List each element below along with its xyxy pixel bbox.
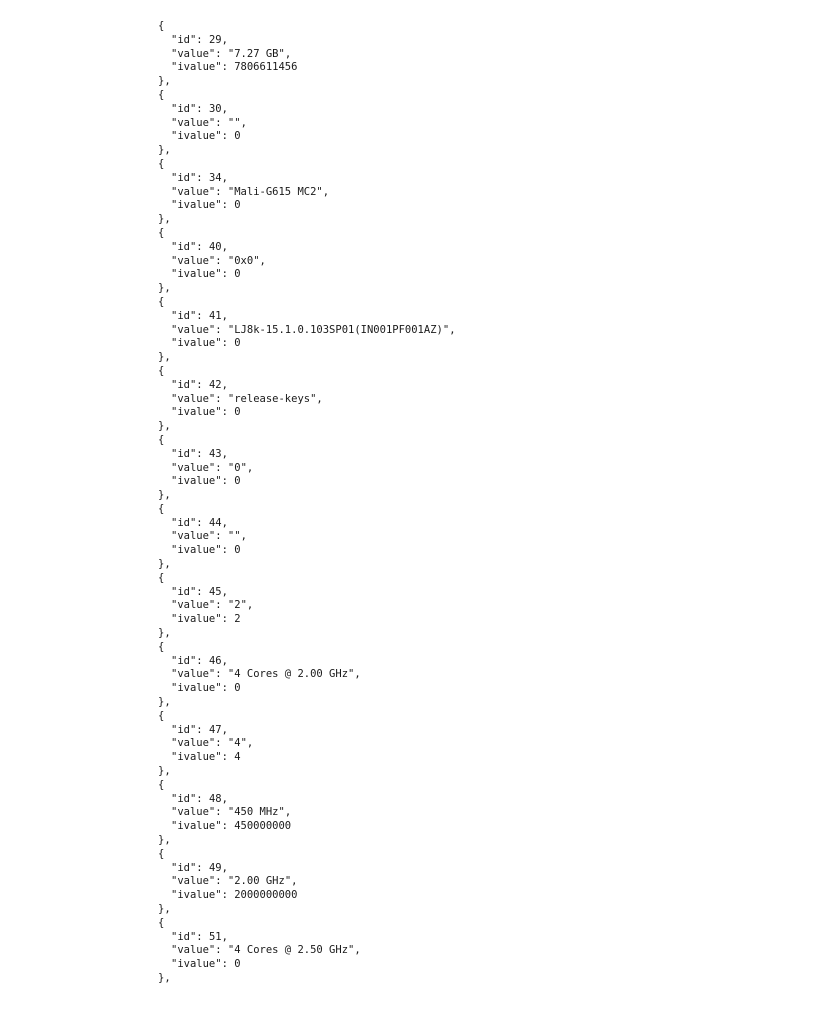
json-field-value: "value": "0x0",: [171, 254, 266, 267]
json-field-id: "id": 43,: [171, 447, 228, 460]
json-field-value: "value": "LJ8k-15.1.0.103SP01(IN001PF001AZ)",: [171, 323, 456, 336]
json-value-ivalue: 0: [234, 406, 241, 419]
json-key: "id":: [171, 585, 209, 598]
json-key: "ivalue":: [171, 406, 235, 419]
json-field-ivalue: [158, 613, 456, 627]
json-value-ivalue: 0: [234, 682, 241, 695]
json-value-id: 51: [208, 930, 222, 943]
open-brace: {: [158, 295, 165, 308]
json-field-value: "value": "4",: [171, 737, 254, 750]
json-field-value: "value": "0",: [171, 461, 254, 474]
json-field-id: "id": 40,: [171, 240, 228, 253]
json-field-id: "id": 44,: [171, 516, 228, 529]
open-brace: {: [158, 778, 165, 791]
json-field-ivalue: [158, 475, 456, 489]
json-value-id: 41: [208, 309, 222, 322]
json-field-id: "id": 41,: [171, 309, 228, 322]
json-value-ivalue: 0: [234, 268, 241, 281]
json-key: "value":: [171, 944, 228, 957]
json-value-value: 4 Cores @ 2.50 GHz: [234, 944, 349, 957]
json-value-ivalue: 0: [234, 337, 241, 350]
json-value-id: 46: [208, 654, 222, 667]
json-field-ivalue: [158, 130, 456, 144]
json-key: "ivalue":: [171, 337, 235, 350]
json-value-value: 0x0: [234, 254, 254, 267]
json-value-ivalue: 0: [234, 475, 241, 488]
json-key: "ivalue":: [171, 613, 235, 626]
json-key: "value":: [171, 185, 228, 198]
json-value-ivalue: 2: [234, 613, 241, 626]
json-field-value: "value": "450 MHz",: [171, 806, 292, 819]
json-field-ivalue: [158, 682, 456, 696]
json-key: "id":: [171, 171, 209, 184]
json-value-id: 30: [208, 102, 222, 115]
json-object: [158, 779, 456, 848]
json-value-value: 0: [234, 461, 241, 474]
close-brace: },: [158, 765, 171, 778]
json-field-id: "id": 49,: [171, 861, 228, 874]
json-field-value: "value": "2",: [171, 599, 254, 612]
json-field-value: "value": "7.27 GB",: [171, 47, 292, 60]
json-value-value: 7.27 GB: [234, 47, 279, 60]
json-key: "ivalue":: [171, 475, 235, 488]
open-brace: {: [158, 916, 165, 929]
json-value-id: 44: [208, 516, 222, 529]
json-key: "ivalue":: [171, 958, 235, 971]
json-value-ivalue: 0: [234, 199, 241, 212]
json-field-value: "value": "",: [171, 116, 247, 129]
json-key: "value":: [171, 737, 228, 750]
json-key: "id":: [171, 102, 209, 115]
json-field-id: "id": 46,: [171, 654, 228, 667]
close-brace: },: [158, 282, 171, 295]
close-brace: },: [158, 75, 171, 88]
open-brace: {: [158, 157, 165, 170]
json-object: [158, 296, 456, 365]
close-brace: },: [158, 144, 171, 157]
open-brace: {: [158, 640, 165, 653]
json-field-value: "value": "2.00 GHz",: [171, 875, 298, 888]
json-field-value: "value": "Mali-G615 MC2",: [171, 185, 330, 198]
json-value-value: 4: [234, 737, 241, 750]
json-key: "ivalue":: [171, 61, 235, 74]
open-brace: {: [158, 88, 165, 101]
json-value-value: 2.00 GHz: [234, 875, 285, 888]
json-field-id: "id": 47,: [171, 723, 228, 736]
close-brace: },: [158, 489, 171, 502]
open-brace: {: [158, 20, 165, 32]
json-value-id: 48: [208, 792, 222, 805]
json-key: "id":: [171, 654, 209, 667]
json-value-id: 45: [208, 585, 222, 598]
json-field-value: "value": "4 Cores @ 2.50 GHz",: [171, 944, 361, 957]
json-field-id: "id": 51,: [171, 930, 228, 943]
json-document: [158, 20, 456, 986]
close-brace: },: [158, 971, 171, 984]
json-value-ivalue: 450000000: [234, 820, 292, 833]
json-field-id: "id": 42,: [171, 378, 228, 391]
close-brace: },: [158, 903, 171, 915]
json-key: "ivalue":: [171, 682, 235, 695]
json-field-ivalue: [158, 889, 456, 903]
json-field-id: "id": 48,: [171, 792, 228, 805]
json-key: "value":: [171, 392, 228, 405]
open-brace: {: [158, 364, 165, 377]
json-field-ivalue: [158, 958, 456, 972]
json-key: "value":: [171, 323, 228, 336]
json-object: [158, 710, 456, 779]
json-value-value: 4 Cores @ 2.00 GHz: [234, 668, 349, 681]
json-value-value: 450 MHz: [234, 806, 279, 819]
json-key: "id":: [171, 792, 209, 805]
json-field-value: "value": "release-keys",: [171, 392, 323, 405]
json-field-ivalue: [158, 751, 456, 765]
json-key: "ivalue":: [171, 199, 235, 212]
json-object: [158, 572, 456, 641]
json-value-ivalue: 0: [234, 130, 241, 143]
json-value-value: LJ8k-15.1.0.103SP01(IN001PF001AZ): [234, 323, 443, 336]
json-key: "value":: [171, 254, 228, 267]
json-value-id: 47: [208, 723, 222, 736]
open-brace: {: [158, 226, 165, 239]
close-brace: },: [158, 627, 171, 640]
json-value-id: 42: [208, 378, 222, 391]
json-field-ivalue: [158, 199, 456, 213]
json-key: "id":: [171, 447, 209, 460]
json-object: [158, 227, 456, 296]
json-value-value: Mali-G615 MC2: [234, 185, 317, 198]
json-key: "id":: [171, 723, 209, 736]
json-key: "id":: [171, 861, 209, 874]
json-value-id: 43: [208, 447, 222, 460]
json-object: [158, 503, 456, 572]
json-value-ivalue: 2000000000: [234, 889, 298, 902]
close-brace: },: [158, 834, 171, 847]
json-object: [158, 20, 456, 89]
close-brace: },: [158, 558, 171, 571]
open-brace: {: [158, 502, 165, 515]
json-key: "value":: [171, 806, 228, 819]
json-value-id: 49: [208, 861, 222, 874]
json-key: "id":: [171, 516, 209, 529]
json-field-ivalue: [158, 268, 456, 282]
json-key: "ivalue":: [171, 751, 235, 764]
json-value-ivalue: 0: [234, 958, 241, 971]
json-value-id: 40: [208, 240, 222, 253]
json-key: "id":: [171, 240, 209, 253]
close-brace: },: [158, 696, 171, 709]
json-field-id: "id": 30,: [171, 102, 228, 115]
json-field-ivalue: [158, 820, 456, 834]
json-object: [158, 365, 456, 434]
json-key: "value":: [171, 47, 228, 60]
json-field-value: "value": "",: [171, 530, 247, 543]
json-field-id: "id": 34,: [171, 171, 228, 184]
json-value-value: release-keys: [234, 392, 311, 405]
json-key: "ivalue":: [171, 268, 235, 281]
open-brace: {: [158, 571, 165, 584]
json-object: [158, 434, 456, 503]
json-value-ivalue: 7806611456: [234, 61, 298, 74]
json-key: "value":: [171, 599, 228, 612]
json-object: [158, 89, 456, 158]
json-value-id: 34: [208, 171, 222, 184]
json-field-id: "id": 29,: [171, 33, 228, 46]
json-value-value: 2: [234, 599, 241, 612]
json-key: "value":: [171, 875, 228, 888]
json-key: "value":: [171, 530, 228, 543]
json-key: "id":: [171, 930, 209, 943]
json-field-id: "id": 45,: [171, 585, 228, 598]
close-brace: },: [158, 420, 171, 433]
json-key: "ivalue":: [171, 544, 235, 557]
open-brace: {: [158, 709, 165, 722]
json-object: [158, 641, 456, 710]
json-value-ivalue: 0: [234, 544, 241, 557]
json-key: "value":: [171, 461, 228, 474]
json-key: "id":: [171, 378, 209, 391]
json-key: "value":: [171, 116, 228, 129]
json-key: "ivalue":: [171, 820, 235, 833]
json-field-ivalue: [158, 61, 456, 75]
json-field-ivalue: [158, 544, 456, 558]
json-key: "id":: [171, 309, 209, 322]
json-key: "ivalue":: [171, 889, 235, 902]
json-object: [158, 917, 456, 986]
json-value-id: 29: [208, 33, 222, 46]
json-key: "ivalue":: [171, 130, 235, 143]
json-object: [158, 158, 456, 227]
json-field-ivalue: [158, 406, 456, 420]
close-brace: },: [158, 213, 171, 226]
open-brace: {: [158, 433, 165, 446]
json-field-value: "value": "4 Cores @ 2.00 GHz",: [171, 668, 361, 681]
open-brace: {: [158, 847, 165, 860]
json-value-ivalue: 4: [234, 751, 241, 764]
close-brace: },: [158, 351, 171, 364]
json-key: "id":: [171, 33, 209, 46]
json-object: [158, 848, 456, 917]
json-key: "value":: [171, 668, 228, 681]
json-field-ivalue: [158, 337, 456, 351]
